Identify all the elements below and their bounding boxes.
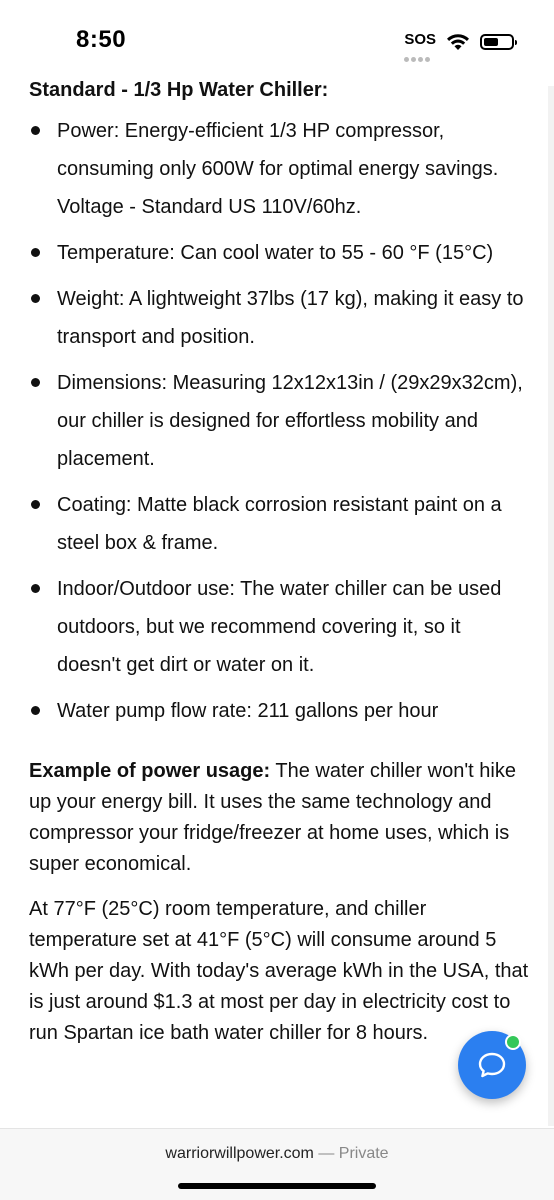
- power-usage-text: The water chiller won't hike up your energy bill. It uses the same technology and compressor your fridge/freezer at home uses, which is super economical.: [29, 760, 516, 875]
- sos-indicator: [404, 32, 436, 48]
- spec-item-weight: Weight: A lightweight 37lbs (17 kg), making it easy to transport and position.: [29, 280, 529, 356]
- private-mode-label: Private: [338, 1145, 389, 1162]
- power-usage-paragraph: [29, 756, 529, 880]
- wifi-icon: [446, 33, 470, 51]
- home-indicator[interactable]: [178, 1183, 376, 1189]
- spec-item-power: Power: Energy-efficient 1/3 HP compressor, consuming only 600W for optimal energy savings. Voltage - Standard US 110V/60hz.: [29, 112, 529, 226]
- signal-dots-icon: [404, 50, 434, 56]
- spec-item-dimensions: Dimensions: Measuring 12x12x13in / (29x29x32cm), our chiller is designed for effortless mobility and placement.: [29, 364, 529, 478]
- battery-icon: [480, 34, 514, 50]
- spec-item-pump-flow: Water pump flow rate: 211 gallons per hour: [29, 692, 529, 730]
- url-separator: —: [313, 1145, 339, 1162]
- sos-label: SOS: [404, 31, 436, 48]
- address-bar[interactable]: [0, 1145, 554, 1163]
- online-status-dot: [505, 1034, 521, 1050]
- status-bar: [0, 0, 554, 70]
- status-time: 8:50: [76, 26, 127, 53]
- chat-bubble-icon: [476, 1049, 508, 1081]
- url-domain: warriorwillpower.com: [165, 1145, 314, 1162]
- scroll-track[interactable]: [548, 86, 554, 1126]
- consumption-paragraph: At 77°F (25°C) room temperature, and chiller temperature set at 41°F (5°C) will consume around 5 kWh per day. With today's average kWh in the USA, that is just around $1.3 at most per day in electricity cost to run Spartan ice bath water chiller for 8 hours.: [29, 898, 529, 1044]
- spec-item-temperature: Temperature: Can cool water to 55 - 60 °F (15°C): [29, 234, 529, 272]
- section-heading: Standard - 1/3 Hp Water Chiller:: [29, 79, 329, 101]
- spec-list: [29, 112, 529, 730]
- spec-item-coating: Coating: Matte black corrosion resistant paint on a steel box & frame.: [29, 486, 529, 562]
- status-icons: [404, 28, 514, 56]
- power-usage-label: Example of power usage:: [29, 760, 271, 782]
- browser-bottom-bar: [0, 1128, 554, 1200]
- spec-item-indoor-outdoor: Indoor/Outdoor use: The water chiller can be used outdoors, but we recommend covering it, so it doesn't get dirt or water on it.: [29, 570, 529, 684]
- page-content: [29, 76, 529, 1049]
